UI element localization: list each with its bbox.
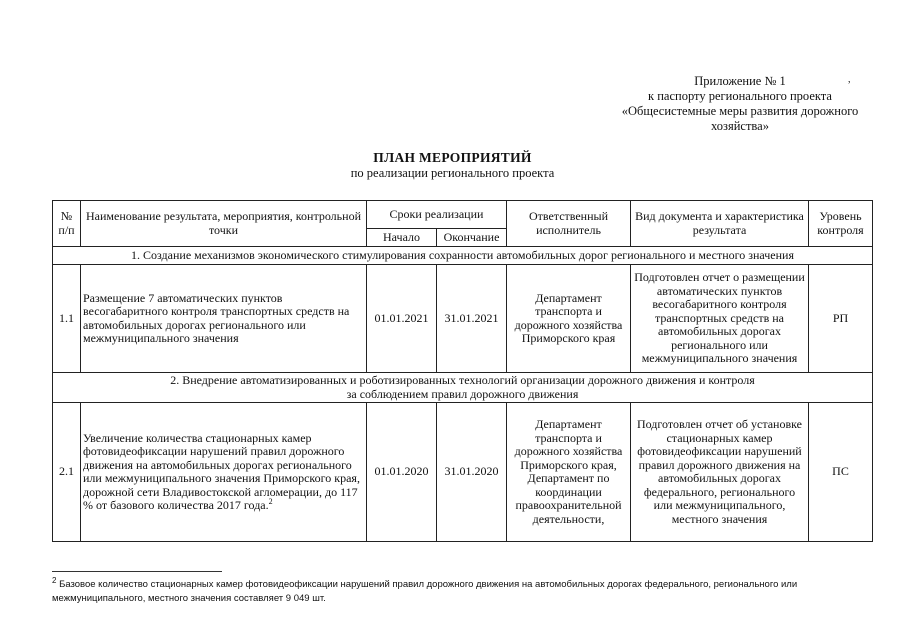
row1-start: 01.01.2021	[367, 265, 437, 373]
section-1-title: 1. Создание механизмов экономического стимулирования сохранности автомобильных дорог регионального и местного значения	[53, 247, 873, 265]
page-title: ПЛАН МЕРОПРИЯТИЙ	[373, 150, 532, 165]
row1-num: 1.1	[53, 265, 81, 373]
footnote	[52, 575, 872, 606]
footnote-text: Базовое количество стационарных камер фотовидеофиксации нарушений правил дорожного движения на автомобильных дорогах федерального, регионального или межмуниципального, местного значения составляет 9 049 шт.	[52, 579, 798, 604]
table-row	[53, 403, 873, 542]
header-name: Наименование результата, мероприятия, контрольной точки	[81, 201, 367, 247]
table-row	[53, 265, 873, 373]
header-level: Уровень контроля	[809, 201, 873, 247]
row1-level: РП	[809, 265, 873, 373]
row1-document: Подготовлен отчет о размещении автоматических пунктов весогабаритного контроля транспортных средств на автомобильных дорогах регионального или межмуниципального значения	[631, 265, 809, 373]
header-dates: Сроки реализации	[367, 201, 507, 229]
row1-executor: Департамент транспорта и дорожного хозяйства Приморского края	[507, 265, 631, 373]
row2-executor: Департамент транспорта и дорожного хозяйства Приморского края, Департамент по координации правоохранительной деятельности,	[514, 418, 623, 526]
appendix-block	[590, 74, 890, 134]
plan-table	[52, 200, 873, 542]
row2-footnote-ref[interactable]: 2	[268, 497, 273, 506]
appendix-line1: Приложение № 1	[694, 74, 786, 88]
section-2-title	[53, 373, 873, 403]
header-end: Окончание	[437, 229, 507, 247]
section-row-1	[53, 247, 873, 265]
corner-mark: ,	[848, 74, 851, 85]
section-2-line1: 2. Внедрение автоматизированных и роботизированных технологий организации дорожного движения и контроля	[170, 373, 755, 387]
header-num: № п/п	[53, 201, 81, 247]
footnote-ref: 2	[52, 575, 57, 585]
header-document: Вид документа и характеристика результата	[631, 201, 809, 247]
appendix-line2: к паспорту регионального проекта	[648, 89, 832, 103]
row2-level: ПС	[809, 403, 873, 542]
footnote-divider	[52, 571, 222, 572]
header-executor: Ответственный исполнитель	[507, 201, 631, 247]
appendix-line4: хозяйства»	[711, 119, 769, 133]
page-subtitle: по реализации регионального проекта	[350, 166, 555, 180]
row2-document: Подготовлен отчет об установке стационарных камер фотовидеофиксации нарушений правил дорожного движения на автомобильных дорогах федерального, регионального или межмуниципального, местного значения	[631, 403, 809, 542]
row2-num: 2.1	[53, 403, 81, 542]
header-start: Начало	[367, 229, 437, 247]
row1-name: Размещение 7 автоматических пунктов весогабаритного контроля транспортных средств на автомобильных дорогах регионального или межмуниципального значения	[81, 265, 367, 373]
section-row-2	[53, 373, 873, 403]
row2-name-cell	[81, 403, 367, 542]
appendix-line3: «Общесистемные меры развития дорожного	[621, 104, 859, 118]
row2-executor-cell	[507, 403, 631, 542]
row2-end: 31.01.2020	[437, 403, 507, 542]
section-2-line2: за соблюдением правил дорожного движения	[346, 386, 579, 401]
row1-end: 31.01.2021	[437, 265, 507, 373]
row2-name: Увеличение количества стационарных камер фотовидеофиксации нарушений правил дорожного движения на автомобильных дорогах регионального или межмуниципального значения Приморского края, дорожной сети Владивостокской агломерации, до 117 % от базового количества 2017 года.	[83, 430, 360, 512]
row2-start: 01.01.2020	[367, 403, 437, 542]
table-header-row	[53, 201, 873, 229]
